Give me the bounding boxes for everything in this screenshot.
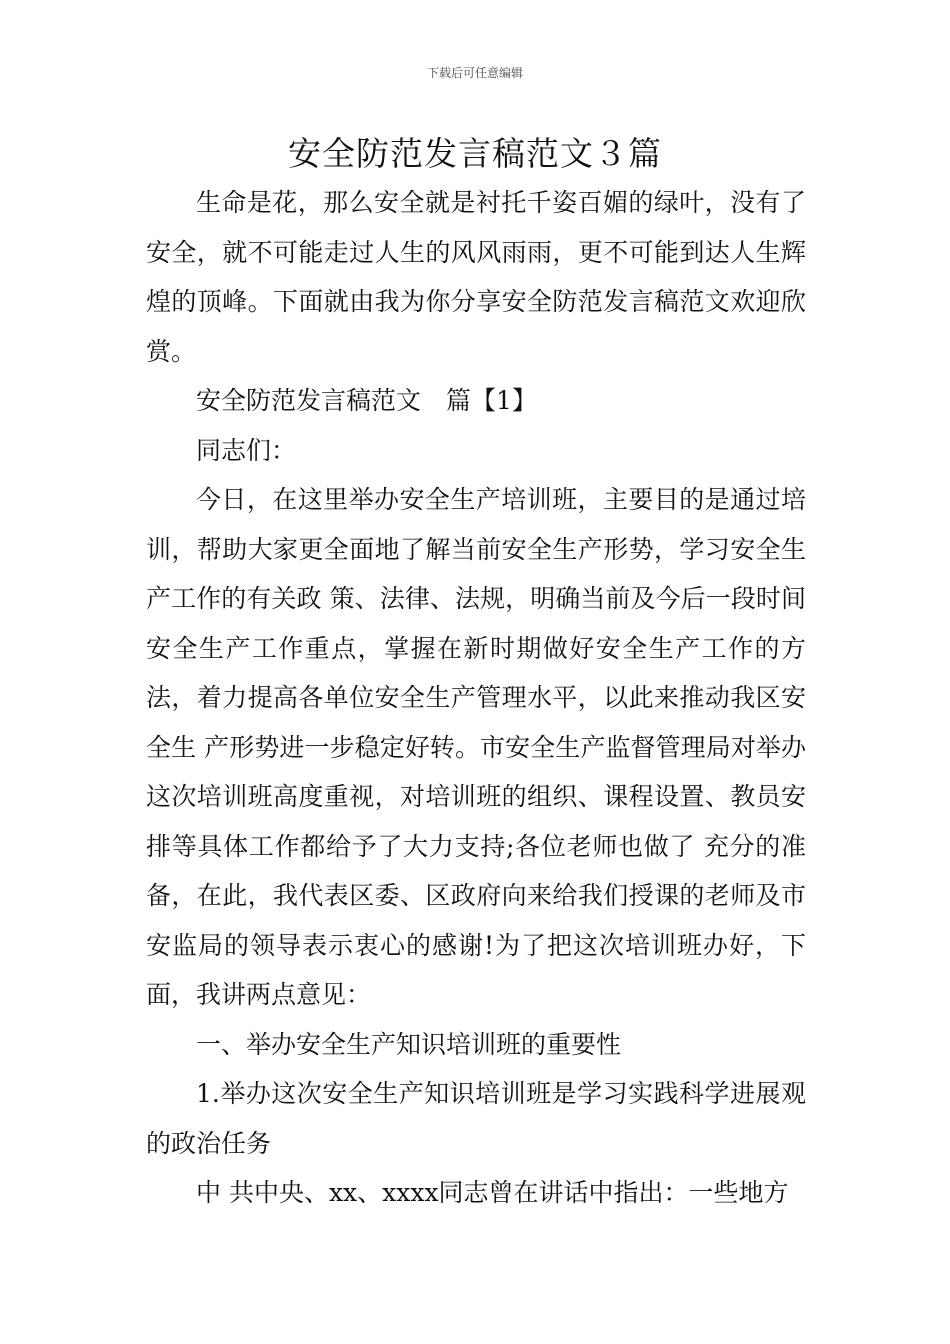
- document-body: [146, 178, 806, 1218]
- subheading-importance: 一、举办安全生产知识培训班的重要性: [196, 1029, 622, 1059]
- subheading-point-1: 1.举办这次安全生产知识培训班是学习实践科学进展观的政治任务: [146, 1079, 806, 1158]
- body-paragraph: 今日，在这里举办安全生产培训班，主要目的是通过培训，帮助大家更全面地了解当前安全生产形势，学习安全生产工作的有关政 策、法律、法规，明确当前及今后一段时间安全生产工作重点，掌握在新时期做好安全生产工作的方法，着力提高各单位安全生产管理水平，以此来推动我区安全生 产形势进一步稳定好转。市安全生产监督管理局对举办这次培训班高度重视，对培训班的组织、课程设置、教员安排等具体工作都给予了大力支持;各位老师也做了 充分的准备，在此，我代表区委、区政府向来给我们授课的老师及市安监局的领导表示衷心的感谢!为了把这次培训班办好，下面，我讲两点意见：: [146, 485, 806, 1009]
- document-title: 安全防范发言稿范文３篇: [288, 134, 662, 173]
- section-heading-1: 安全防范发言稿范文 篇【1】: [196, 386, 537, 415]
- page-header-note: 下载后可任意编辑: [426, 66, 523, 80]
- body-paragraph-continued: 中 共中央、xx、xxxx同志曾在讲话中指出：一些地方: [196, 1178, 789, 1207]
- intro-paragraph: 生命是花，那么安全就是衬托千姿百媚的绿叶，没有了安全，就不可能走过人生的风风雨雨，更不可能到达人生辉煌的顶峰。下面就由我为你分享安全防范发言稿范文欢迎欣赏。: [146, 188, 806, 366]
- salutation: 同志们：: [196, 435, 297, 465]
